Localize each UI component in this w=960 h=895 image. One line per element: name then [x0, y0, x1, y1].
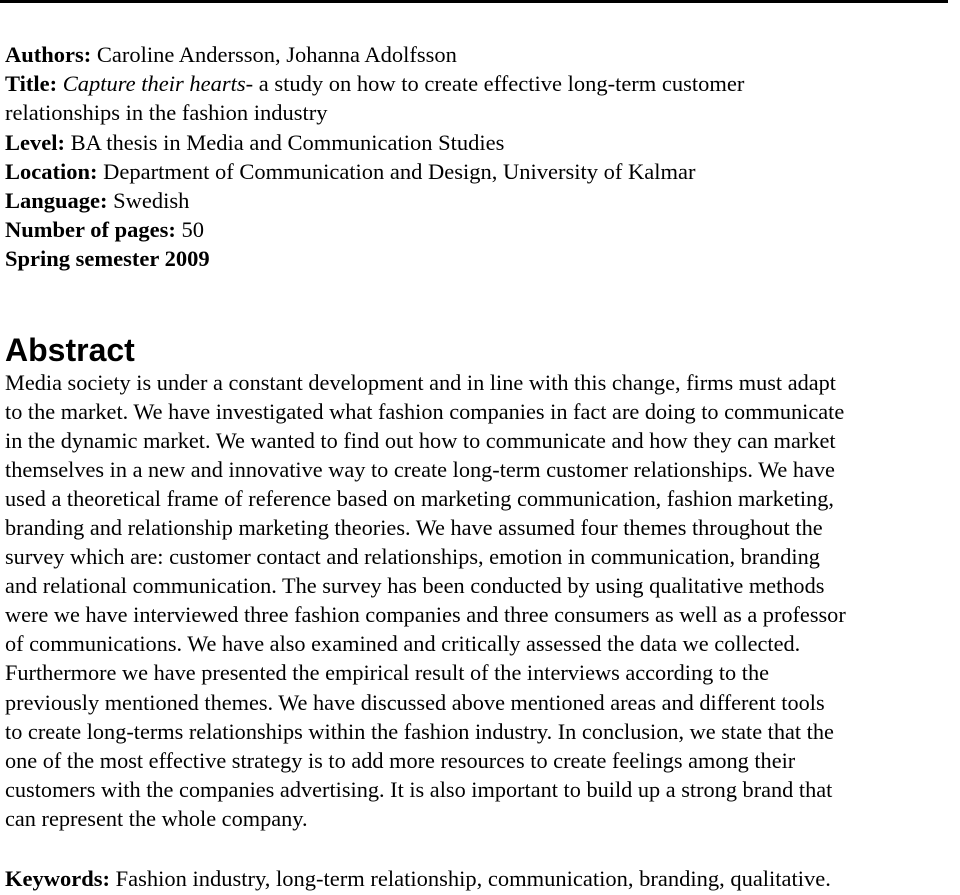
location-row: [5, 157, 955, 186]
abstract-line: to the market. We have investigated what fashion companies in fact are doing to communicate: [5, 399, 845, 425]
level-row: [5, 128, 955, 157]
level-value: BA thesis in Media and Communication Studies: [70, 129, 505, 155]
abstract-line: previously mentioned themes. We have discussed above mentioned areas and different tools: [5, 689, 825, 715]
abstract-line: and relational communication. The survey has been conducted by using qualitative methods: [5, 573, 825, 599]
abstract-line: in the dynamic market. We wanted to find out how to communicate and how they can market: [5, 428, 836, 454]
pages-row: [5, 215, 955, 244]
top-rule: [0, 0, 948, 3]
level-label: Level:: [5, 129, 65, 155]
abstract-line: were we have interviewed three fashion companies and three consumers as well as a professor: [5, 602, 846, 628]
semester: Spring semester 2009: [5, 246, 210, 272]
abstract-line: branding and relationship marketing theories. We have assumed four themes throughout the: [5, 515, 823, 541]
pages-label: Number of pages:: [5, 217, 176, 243]
authors-row: [5, 40, 955, 69]
abstract-line: customers with the companies advertising. It is also important to build up a strong brand that: [5, 776, 833, 802]
abstract-line: can represent the whole company.: [5, 805, 308, 831]
location-label: Location:: [5, 158, 98, 184]
thesis-metadata: [5, 40, 955, 274]
title-row: [5, 69, 955, 127]
abstract-line: Furthermore we have presented the empirical result of the interviews according to the: [5, 660, 770, 686]
authors-label: Authors:: [5, 42, 92, 67]
keywords-value: Fashion industry, long-term relationship, communication, branding, qualitative.: [115, 866, 831, 891]
keywords-label: Keywords:: [5, 866, 110, 891]
title-rest-line2: relationships in the fashion industry: [5, 100, 328, 126]
abstract-line: used a theoretical frame of reference based on marketing communication, fashion marketing,: [5, 486, 834, 512]
abstract-line: Media society is under a constant development and in line with this change, firms must adapt: [5, 370, 836, 395]
abstract-line: survey which are: customer contact and relationships, emotion in communication, branding: [5, 544, 820, 570]
authors-value: Caroline Andersson, Johanna Adolfsson: [96, 42, 457, 67]
location-value: Department of Communication and Design, University of Kalmar: [103, 158, 696, 184]
abstract-body: [5, 368, 960, 833]
language-row: [5, 186, 955, 215]
title-italic: Capture their hearts: [62, 71, 246, 97]
title-label: Title:: [5, 71, 58, 97]
abstract-line: themselves in a new and innovative way to create long-term customer relationships. We have: [5, 457, 835, 483]
keywords-row: [5, 864, 955, 893]
pages-value: 50: [181, 217, 204, 243]
language-label: Language:: [5, 188, 108, 214]
title-rest-line1: - a study on how to create effective long-term customer: [245, 71, 745, 97]
abstract-line: one of the most effective strategy is to add more resources to create feelings among their: [5, 747, 796, 773]
abstract-line: to create long-terms relationships within the fashion industry. In conclusion, we state that the: [5, 718, 834, 744]
language-value: Swedish: [113, 188, 190, 214]
abstract-line: of communications. We have also examined and critically assessed the data we collected.: [5, 631, 801, 657]
abstract-heading: Abstract: [5, 332, 135, 368]
